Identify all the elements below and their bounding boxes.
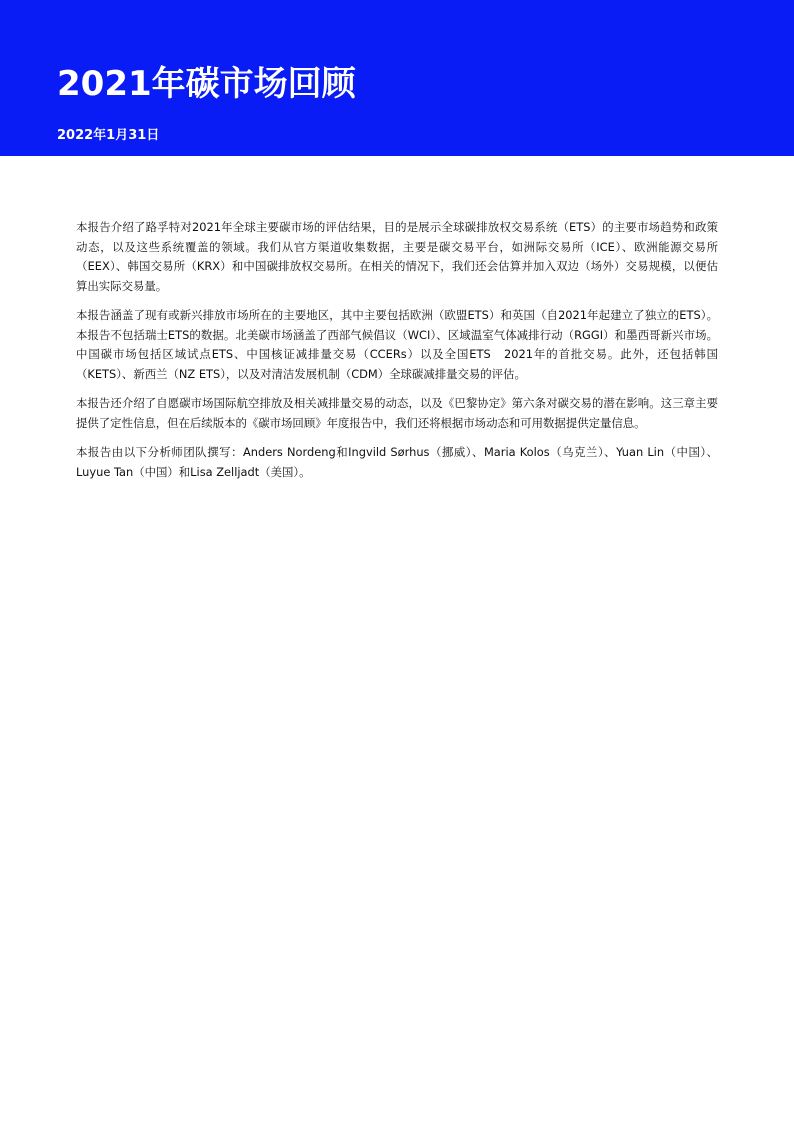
paragraph-authors: 本报告由以下分析师团队撰写：Anders Nordeng和Ingvild Sørhus（挪威）、Maria Kolos（乌克兰）、Yuan Lin（中国）、Luyue Tan（中国）和Lisa Zelljadt（美国）。 <box>76 445 718 479</box>
page-title: 2021年碳市场回顾 <box>57 64 356 104</box>
header-banner <box>0 0 794 156</box>
publication-date: 2022年1月31日 <box>57 128 160 143</box>
paragraph-voluntary-markets: 本报告还介绍了自愿碳市场国际航空排放及相关减排量交易的动态，以及《巴黎协定》第六条对碳交易的潜在影响。这三章主要提供了定性信息，但在后续版本的《碳市场回顾》年度报告中，我们还将根据市场动态和可用数据提供定量信息。 <box>76 396 718 430</box>
report-body <box>76 218 718 492</box>
paragraph-intro: 本报告介绍了路孚特对2021年全球主要碳市场的评估结果，目的是展示全球碳排放权交易系统（ETS）的主要市场趋势和政策动态，以及这些系统覆盖的领域。我们从官方渠道收集数据，主要是碳交易平台，如洲际交易所（ICE）、欧洲能源交易所（EEX）、韩国交易所（KRX）和中国碳排放权交易所。在相关的情况下，我们还会估算并加入双边（场外）交易规模，以便估算出实际交易量。 <box>76 220 718 293</box>
paragraph-coverage: 本报告涵盖了现有或新兴排放市场所在的主要地区，其中主要包括欧洲（欧盟ETS）和英国（自2021年起建立了独立的ETS）。本报告不包括瑞士ETS的数据。北美碳市场涵盖了西部气候倡议（WCI）、区域温室气体减排行动（RGGI）和墨西哥新兴市场。中国碳市场包括区域试点ETS、中国核证减排量交易（CCERs）以及全国ETS 2021年的首批交易。此外，还包括韩国（KETS）、新西兰（NZ ETS），以及对清洁发展机制（CDM）全球碳减排量交易的评估。 <box>76 308 718 381</box>
